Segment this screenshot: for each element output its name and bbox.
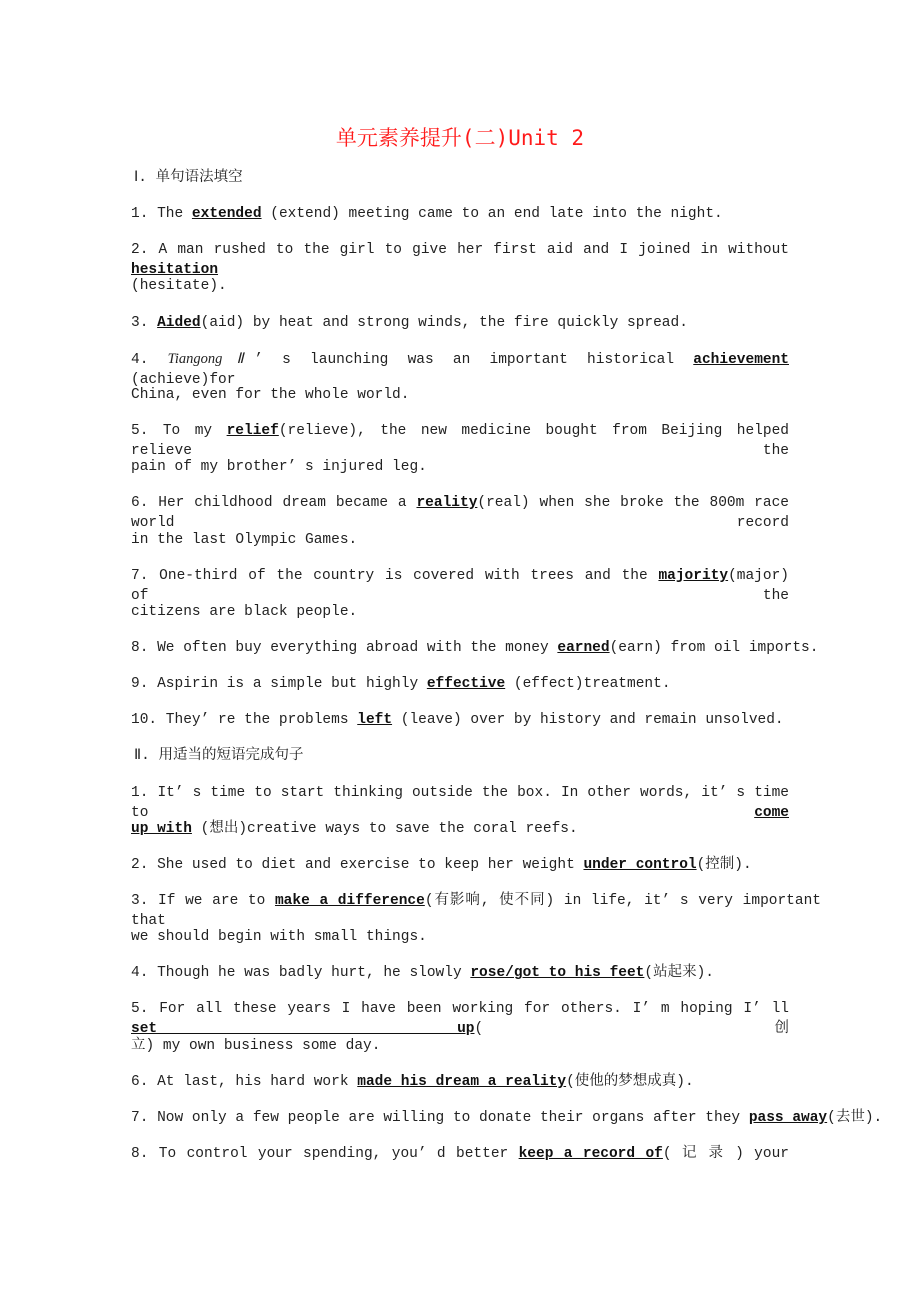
sentence-text: Tiangong Ⅱ [167,350,255,367]
sentence-text: (有影响, 使不同) in life, it’ s very important that [131,893,821,929]
sentence-text: ’ s launching was an important historical [254,351,694,368]
sentence-text: 4. Though he was badly hurt, he slowly [131,965,471,982]
text-line [131,566,789,606]
answer-text: extended [191,206,262,223]
sentence-text: (站起来). [644,965,714,982]
sentence-text: 5. To my [131,423,227,440]
text-line [131,204,789,224]
text-line [131,240,789,280]
sentence-text: 3. [131,314,158,331]
text-line [131,999,789,1039]
sentence-text: (extend) meeting came to an end late into the night. [261,206,723,223]
sentence-text: 10. They’ re the problems [131,712,358,729]
sentence-text: 1. The [131,206,192,223]
sentence-text: 立) my own business some day. [131,1037,381,1054]
sentence-text: 2. A man rushed to the girl to give her first aid and I joined in without [131,242,789,259]
sentence-text: (earn) from oil imports. [609,639,819,656]
answer-text: reality [416,495,478,512]
sentence-text: Ⅰ. 单句语法填空 [134,170,243,186]
text-line [131,1072,789,1092]
answer-text: achievement [693,351,789,368]
text-line [131,276,789,296]
text-line [131,963,789,983]
sentence-text: 9. Aspirin is a simple but highly [131,676,427,693]
text-line [131,674,789,694]
answer-text: keep a record of [518,1146,663,1163]
text-line [131,421,789,461]
text-line [131,1144,789,1164]
sentence-text: pain of my brother’ s injured leg. [131,459,427,476]
answer-text: make a difference [274,893,425,909]
sentence-text: 5. For all these years I have been working for others. I’ m hoping I’ ll [131,1001,789,1018]
sentence-text: 1. It’ s time to start thinking outside the box. In other words, it’ s time to [131,784,789,821]
text-line [131,602,789,622]
sentence-text: (控制). [696,856,752,873]
sentence-text: 8. We often buy everything abroad with the money [131,639,558,656]
text-line [131,385,789,405]
answer-text: up with [131,820,192,837]
sentence-text: (想出)creative ways to save the coral reefs. [191,820,578,837]
sentence-text: 2. She used to diet and exercise to keep her weight [131,856,584,873]
section-heading [134,168,792,188]
text-line [131,710,789,730]
sentence-text: (aid) by heat and strong winds, the fire quickly spread. [200,314,688,331]
text-line [131,783,789,823]
sentence-text: 7. One-third of the country is covered with trees and the [131,567,659,584]
answer-text: come [754,804,789,821]
answer-text: left [357,712,393,729]
sentence-text: (使他的梦想成真). [566,1073,694,1090]
sentence-text: 6. At last, his hard work [131,1073,358,1090]
sentence-text: (real) when she broke the 800m race world record [131,495,789,532]
answer-text: set up [131,1021,475,1038]
text-line [131,457,789,477]
sentence-text: (relieve), the new medicine bought from Beijing helped relieve the [131,423,789,460]
sentence-text: we should begin with small things. [131,929,427,946]
answer-text: Aided [157,314,201,331]
text-line [131,927,789,947]
text-line [131,638,819,658]
sentence-text: (achieve)for [131,371,236,388]
page-title: 单元素养提升(二)Unit 2 [335,126,585,150]
answer-text: effective [426,676,506,693]
answer-text: majority [658,567,729,584]
section-heading [134,746,792,766]
text-line [131,1036,789,1056]
sentence-text: ( 记 录 ) your [662,1146,789,1163]
sentence-text: (hesitate). [131,278,227,295]
text-line [131,1108,883,1128]
text-line [131,530,789,550]
text-line [131,493,789,533]
sentence-text: China, even for the whole world. [131,386,410,403]
text-line [131,349,789,390]
sentence-text: citizens are black people. [131,603,358,620]
answer-text: earned [557,639,610,656]
sentence-text: (创 [474,1021,789,1038]
sentence-text: (去世). [827,1109,883,1126]
text-line [131,313,789,333]
answer-text: rose/got to his feet [470,965,645,982]
text-line [131,855,789,875]
sentence-text: 7. Now only a few people are willing to donate their organs after they [131,1109,749,1126]
text-line [131,819,789,839]
text-line [131,891,821,931]
sentence-text: 3. If we are to [131,893,275,909]
sentence-text: (leave) over by history and remain unsolved. [392,712,784,729]
sentence-text: (effect)treatment. [505,676,671,693]
answer-text: pass away [748,1109,828,1126]
sentence-text: 8. To control your spending, you’ d better [131,1146,519,1163]
sentence-text: (major) of the [131,567,789,604]
answer-text: relief [226,423,279,440]
sentence-text: 6. Her childhood dream became a [131,495,417,512]
sentence-text: 4. [131,351,168,368]
answer-text: made his dream a reality [357,1073,567,1090]
answer-text: under control [583,856,697,873]
sentence-text: Ⅱ. 用适当的短语完成句子 [134,748,304,765]
sentence-text: in the last Olympic Games. [131,531,358,548]
answer-text: hesitation [131,262,219,279]
